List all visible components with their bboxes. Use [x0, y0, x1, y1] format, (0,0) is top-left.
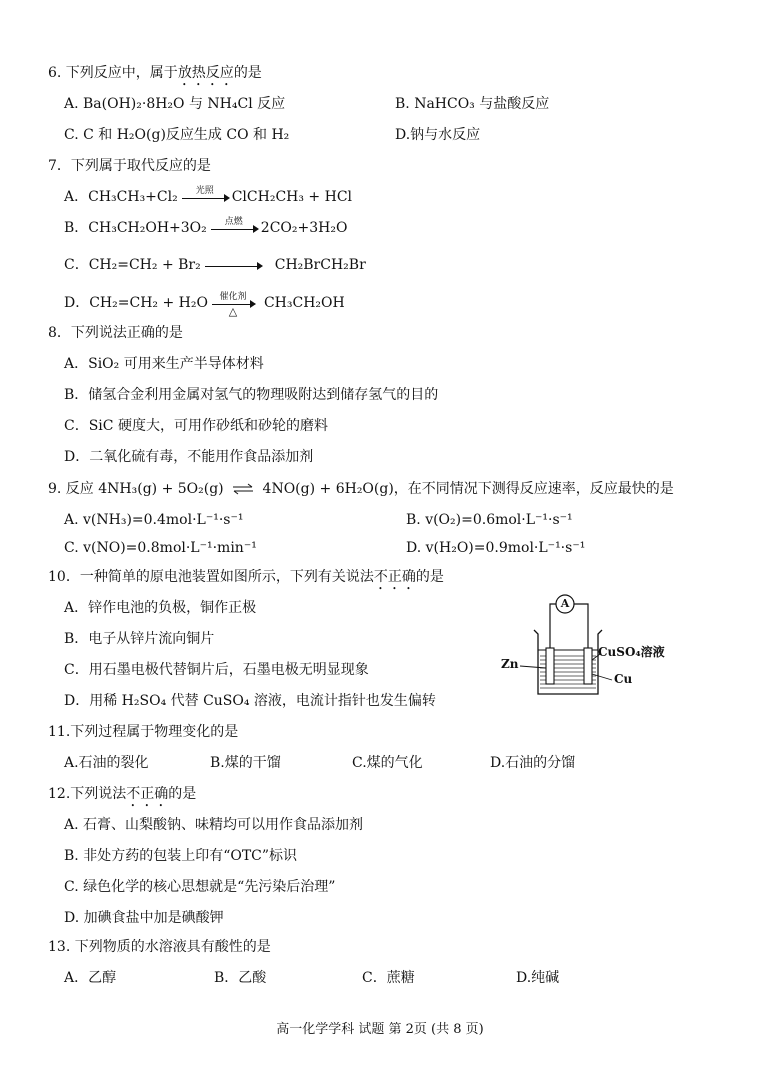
- zn-electrode-label: Zn: [501, 657, 519, 671]
- reaction-arrow: 点燃: [211, 219, 257, 237]
- q6-option-b: B. NaHCO₃ 与盐酸反应: [395, 96, 550, 112]
- ammeter-label: A: [560, 597, 570, 610]
- q9-option-d: D. v(H₂O)=0.9mol·L⁻¹·s⁻¹: [406, 540, 586, 556]
- q7-option-d: D．CH₂=CH₂ + H₂O 催化剂 △ CH₃CH₂OH: [64, 292, 345, 318]
- q13-stem: 13. 下列物质的水溶液具有酸性的是: [48, 939, 271, 955]
- q6-option-d: D.钠与水反应: [395, 127, 481, 143]
- q7-option-a: A．CH₃CH₃+Cl₂ 光照 ClCH₂CH₃ + HCl: [64, 186, 353, 205]
- q12-option-d: D. 加碘食盐中加是碘酸钾: [64, 910, 224, 926]
- q10-option-d: D．用稀 H₂SO₄ 代替 CuSO₄ 溶液，电流计指针也发生偏转: [64, 693, 436, 709]
- q11-option-d: D.石油的分馏: [490, 755, 576, 771]
- q11-stem: 11.下列过程属于物理变化的是: [48, 724, 239, 740]
- q6-option-a: A. Ba(OH)₂·8H₂O 与 NH₄Cl 反应: [64, 96, 286, 112]
- q12-option-a: A. 石膏、山梨酸钠、味精均可以用作食品添加剂: [64, 817, 364, 833]
- q10-stem: 10．一种简单的原电池装置如图所示，下列有关说法不正确的是: [48, 569, 444, 585]
- q8-option-d: D．二氧化硫有毒，不能用作食品添加剂: [64, 449, 314, 465]
- q10-stem-emphasis: 不正确: [373, 569, 416, 585]
- q13-option-d: D.纯碱: [516, 970, 560, 986]
- q13-option-b: B．乙酸: [214, 970, 267, 986]
- q11-option-b: B.煤的干馏: [210, 755, 281, 771]
- equilibrium-arrow-icon: [232, 483, 254, 495]
- q12-stem-emphasis: 不正确: [126, 786, 169, 802]
- q7-option-c: C．CH₂=CH₂ + Br₂ CH₂BrCH₂Br: [64, 257, 366, 273]
- q12-option-c: C. 绿色化学的核心思想就是“先污染后治理”: [64, 879, 336, 895]
- q9-option-b: B. v(O₂)=0.6mol·L⁻¹·s⁻¹: [406, 512, 573, 528]
- galvanic-cell-figure: [494, 590, 684, 710]
- q10-option-a: A．锌作电池的负极，铜作正极: [64, 600, 257, 616]
- q12-option-b: B. 非处方药的包装上印有“OTC”标识: [64, 848, 298, 864]
- q10-option-b: B．电子从锌片流向铜片: [64, 631, 215, 647]
- reaction-arrow: 催化剂 △: [212, 294, 254, 312]
- q8-option-a: A．SiO₂ 可用来生产半导体材料: [64, 356, 264, 372]
- q6-option-c: C. C 和 H₂O(g)反应生成 CO 和 H₂: [64, 127, 290, 143]
- q11-option-c: C.煤的气化: [352, 755, 423, 771]
- reaction-arrow: 光照: [182, 188, 228, 206]
- q8-stem: 8．下列说法正确的是: [48, 325, 183, 341]
- q8-option-c: C．SiC 硬度大，可用作砂纸和砂轮的磨料: [64, 418, 328, 434]
- reaction-arrow: [205, 256, 261, 274]
- q6-stem-emphasis: 放热反应: [177, 65, 234, 81]
- page-footer: 高一化学学科 试题 第 2页 (共 8 页): [276, 1022, 484, 1037]
- q7-option-b: B．CH₃CH₂OH+3O₂ 点燃 2CO₂+3H₂O: [64, 217, 348, 236]
- q8-option-b: B．储氢合金利用金属对氢气的物理吸附达到储存氢气的目的: [64, 387, 439, 403]
- q9-option-c: C. v(NO)=0.8mol·L⁻¹·min⁻¹: [64, 540, 257, 556]
- solution-label: CuSO₄溶液: [598, 645, 665, 659]
- q13-option-a: A．乙醇: [64, 970, 117, 986]
- q9-stem: 9. 反应 4NH₃(g) + 5O₂(g) 4NO(g) + 6H₂O(g)，在不同情况下测得反应速率，反应最快的是: [48, 481, 674, 497]
- q9-option-a: A. v(NH₃)=0.4mol·L⁻¹·s⁻¹: [64, 512, 244, 528]
- q13-option-c: C．蔗糖: [362, 970, 415, 986]
- q6-stem: 6. 下列反应中，属于放热反应的是: [48, 65, 262, 81]
- q7-stem: 7．下列属于取代反应的是: [48, 158, 211, 174]
- q11-option-a: A.石油的裂化: [64, 755, 149, 771]
- q10-option-c: C．用石墨电极代替铜片后，石墨电极无明显现象: [64, 662, 369, 678]
- cu-electrode-label: Cu: [614, 672, 633, 686]
- q12-stem: 12.下列说法不正确的是: [48, 786, 197, 802]
